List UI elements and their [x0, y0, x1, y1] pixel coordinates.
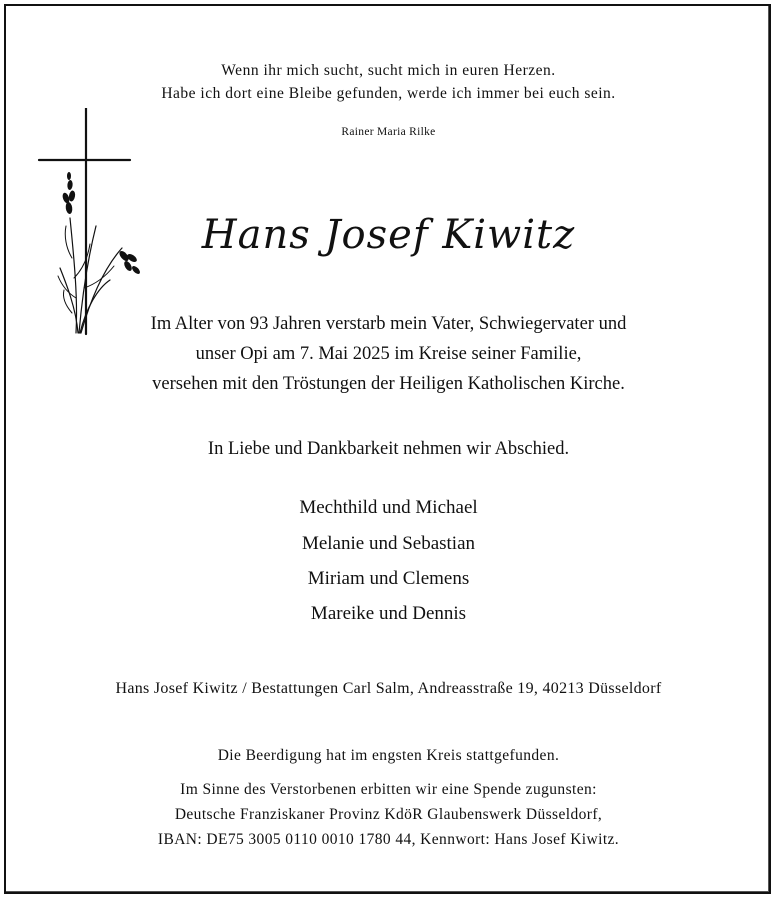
announcement-line-3: versehen mit den Tröstungen der Heiligen Katholischen Kirche. — [152, 374, 625, 394]
family-member-3: Miriam und Clemens — [307, 568, 470, 589]
donation-line-1: Im Sinne des Verstorbenen erbitten wir eine Spende zugunsten: — [180, 781, 597, 798]
funeral-home-address: Hans Josef Kiwitz / Bestattungen Carl Salm, Andreasstraße 19, 40213 Düsseldorf — [115, 680, 662, 697]
family-member-4: Mareike und Dennis — [310, 603, 467, 624]
family-member-1: Mechthild und Michael — [299, 497, 478, 518]
burial-note: Die Beerdigung hat im engsten Kreis stattgefunden. — [217, 747, 560, 764]
quote-line-2: Habe ich dort eine Bleibe gefunden, werde ich immer bei euch sein. — [161, 85, 616, 102]
family-member-2: Melanie und Sebastian — [301, 533, 476, 554]
announcement-line-2: unser Opi am 7. Mai 2025 im Kreise seiner Familie, — [195, 344, 582, 364]
quote-line-1: Wenn ihr mich sucht, sucht mich in euren Herzen. — [221, 62, 556, 79]
deceased-name: Hans Josef Kiwitz — [201, 212, 576, 258]
farewell-text: In Liebe und Dankbarkeit nehmen wir Abschied. — [207, 439, 570, 459]
donation-line-3: IBAN: DE75 3005 0110 0010 1780 44, Kennwort: Hans Josef Kiwitz. — [157, 831, 620, 848]
donation-line-2: Deutsche Franziskaner Provinz KdöR Glaubenswerk Düsseldorf, — [174, 806, 603, 823]
announcement-line-1: Im Alter von 93 Jahren verstarb mein Vater, Schwiegervater und — [150, 314, 627, 334]
quote-author: Rainer Maria Rilke — [341, 126, 436, 138]
